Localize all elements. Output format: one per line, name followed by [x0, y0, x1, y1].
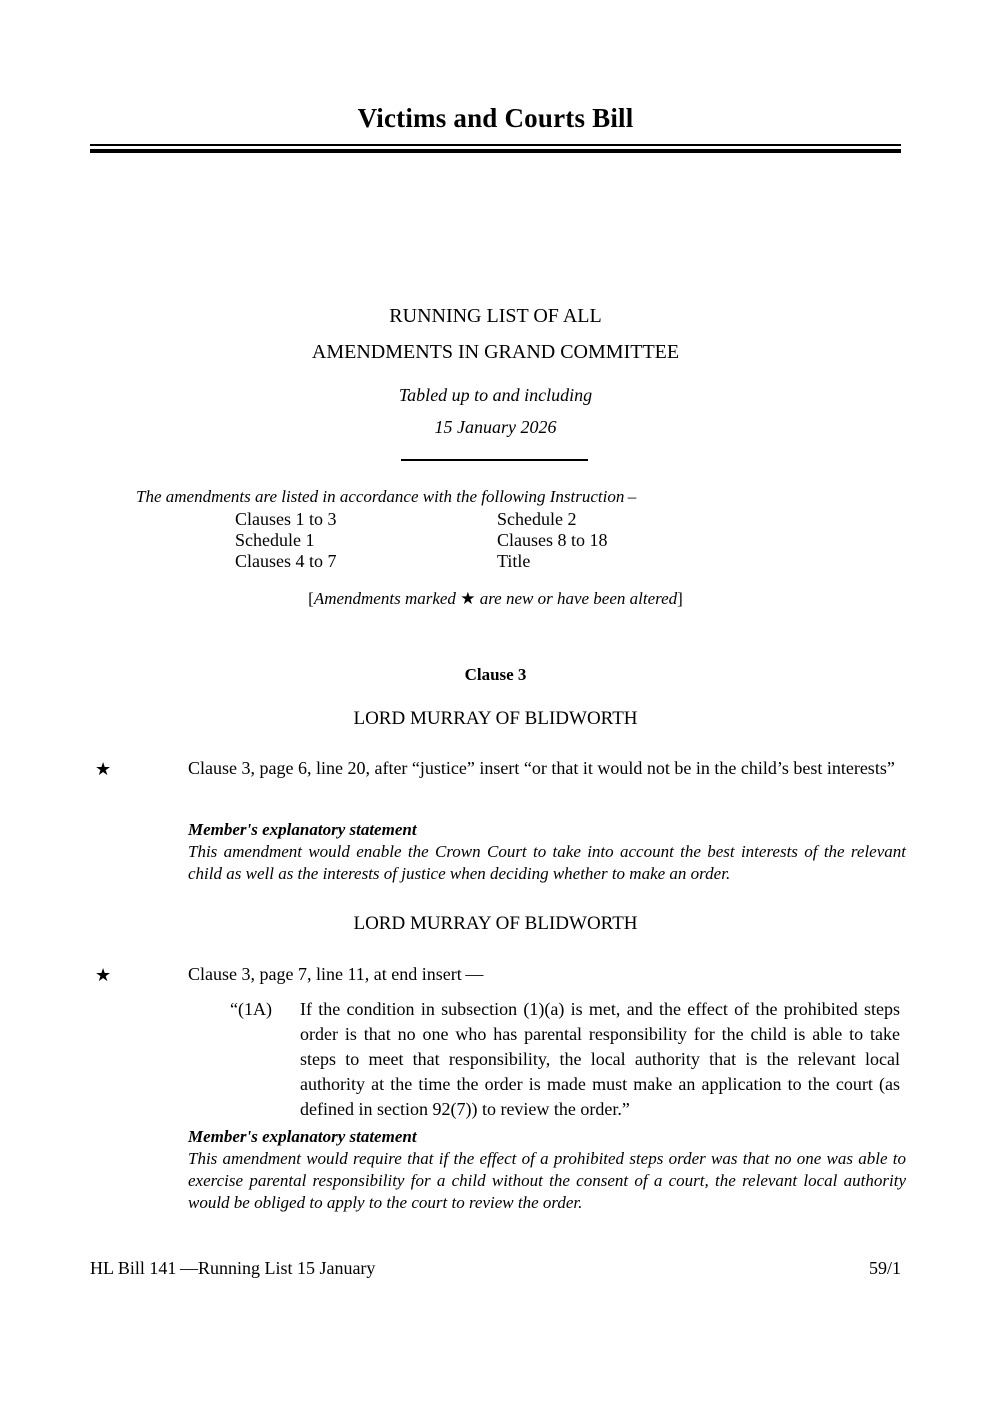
amendment-quoted-text [230, 997, 900, 1122]
amendment-text: Clause 3, page 7, line 11, at end insert — [188, 964, 484, 984]
clause-heading: Clause 3 [464, 665, 527, 684]
explanatory-statement-title: Member's explanatory statement [188, 820, 417, 839]
instruction-list [235, 509, 755, 572]
title-divider [90, 144, 901, 153]
instruction-row [235, 551, 755, 572]
star-legend-open-bracket: [ [308, 589, 314, 608]
star-legend-text-before: Amendments marked [313, 589, 461, 608]
quoted-subsection-body: If the condition in subsection (1)(a) is met, and the effect of the prohibited steps order is that no one who has parental responsibility for the child is able to take steps to meet that responsibility, the local authority that is the relevant local authority at the time the order is made must make an application to the court (as defined in section 92(7)) to review the order.” [300, 999, 900, 1119]
footer-bill-reference: HL Bill 141 —Running List 15 January [90, 1258, 376, 1278]
page-footer [90, 1258, 901, 1279]
amendment-text: Clause 3, page 6, line 20, after “justice” insert “or that it would not be in the child’s best interests” [188, 758, 895, 778]
star-legend-close-bracket: ] [677, 589, 683, 608]
star-icon: ★ [95, 965, 112, 985]
amendment-sponsor: LORD MURRAY OF BLIDWORTH [353, 913, 638, 934]
star-legend-text-after: are new or have been altered [475, 589, 678, 608]
section-divider [401, 459, 588, 461]
page-title: Victims and Courts Bill [357, 103, 634, 133]
instruction-item-right: Clauses 8 to 18 [497, 530, 608, 550]
instruction-item-left: Clauses 1 to 3 [235, 509, 337, 529]
tabled-label: Tabled up to and including [398, 385, 593, 405]
divider-line-lower [90, 149, 901, 153]
instruction-item-left: Clauses 4 to 7 [235, 551, 337, 571]
star-legend [90, 589, 901, 609]
instruction-item-left: Schedule 1 [235, 530, 315, 550]
star-icon: ★ [95, 759, 112, 779]
instruction-row [235, 530, 755, 551]
star-icon: ★ [460, 589, 476, 608]
quoted-subsection-marker: “(1A) [230, 999, 272, 1019]
running-list-heading-line2: AMENDMENTS IN GRAND COMMITTEE [311, 341, 680, 363]
running-list-heading-line1: RUNNING LIST OF ALL [389, 305, 602, 327]
explanatory-statement-body: This amendment would require that if the effect of a prohibited steps order was that no one was able to exercise parental responsibility for a child without the consent of a court, the relevant local authority would be obliged to apply to the court to review the order. [188, 1149, 906, 1212]
explanatory-statement-title: Member's explanatory statement [188, 1127, 417, 1146]
tabled-date: 15 January 2026 [434, 417, 557, 437]
explanatory-statement-body: This amendment would enable the Crown Court to take into account the best interests of the relevant child as well as the interests of justice when deciding whether to make an order. [188, 842, 906, 883]
instruction-intro: The amendments are listed in accordance with the following Instruction – [136, 487, 637, 506]
instruction-item-right: Title [497, 551, 531, 571]
amendment-sponsor: LORD MURRAY OF BLIDWORTH [353, 708, 638, 729]
footer-page-number: 59/1 [868, 1258, 901, 1278]
instruction-item-right: Schedule 2 [497, 509, 577, 529]
instruction-row [235, 509, 755, 530]
